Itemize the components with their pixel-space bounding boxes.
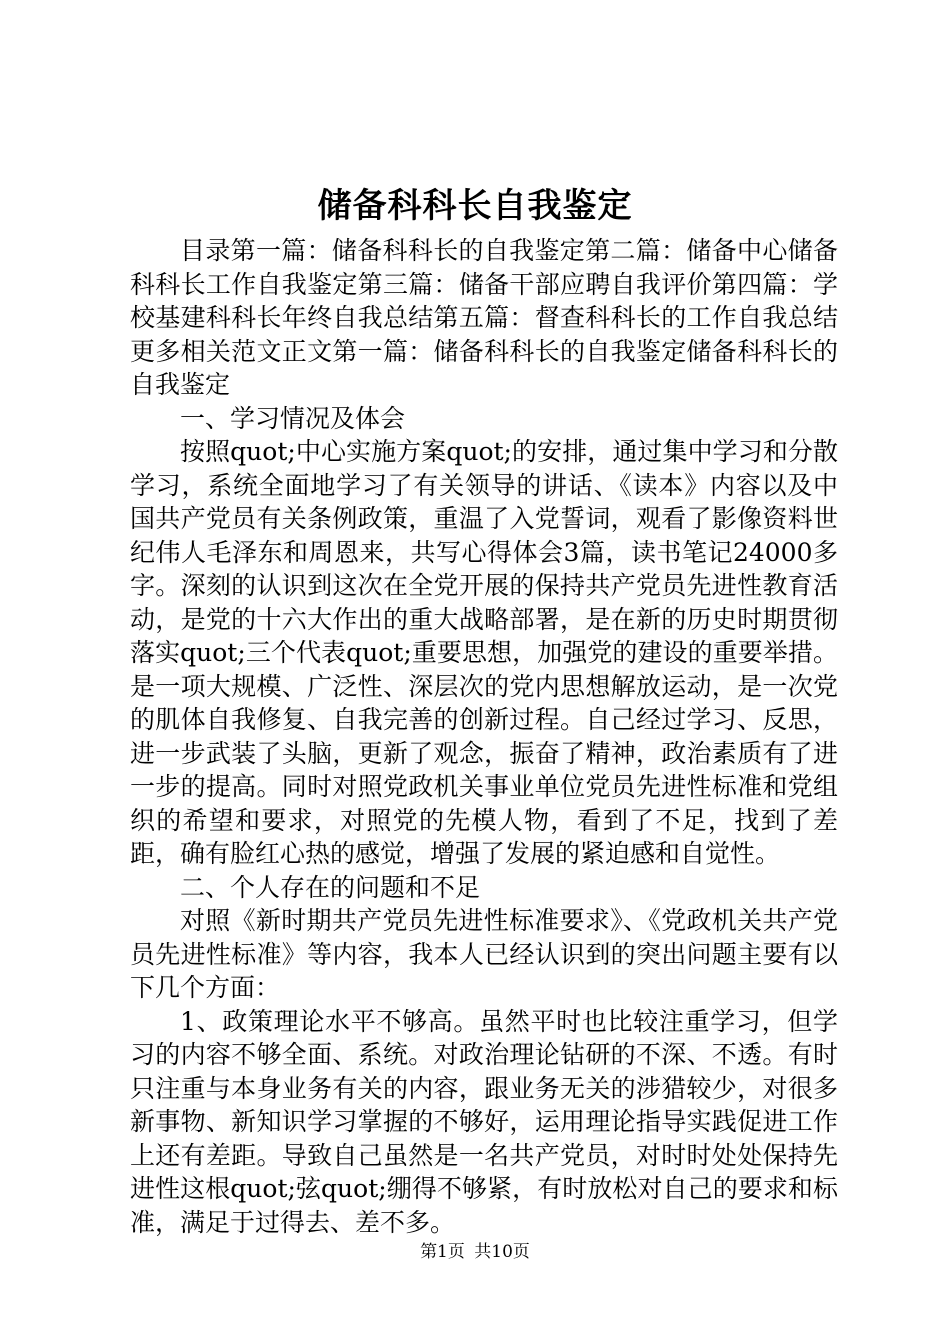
document-body	[130, 234, 838, 1239]
document-title: 储备科科长自我鉴定	[317, 186, 633, 226]
page-footer	[0, 1240, 950, 1264]
paragraph-problem-1: 1、政策理论水平不够高。虽然平时也比较注重学习，但学习的内容不够全面、系统。对政治理论钻研的不深、不透。有时只注重与本身业务有关的内容，跟业务无关的涉猎较少，对很多新事物、新知识学习掌握的不够好，运用理论指导实践促进工作上还有差距。导致自己虽然是一名共产党员，对时时处处保持先进性这根quot;弦quot;绷得不够紧，有时放松对自己的要求和标准，满足于过得去、差不多。	[130, 1006, 838, 1237]
page-total: 共10页	[474, 1242, 530, 1262]
paragraph-table-of-contents: 目录第一篇：储备科科长的自我鉴定第二篇：储备中心储备科科长工作自我鉴定第三篇：储备干部应聘自我评价第四篇：学校基建科科长年终自我总结第五篇：督查科科长的工作自我总结更多相关范文正文第一篇：储备科科长的自我鉴定储备科科长的自我鉴定	[130, 236, 838, 399]
section-heading-study: 一、学习情况及体会	[180, 403, 406, 433]
section-heading-problems: 二、个人存在的问题和不足	[180, 872, 481, 902]
paragraph-study-details: 按照quot;中心实施方案quot;的安排，通过集中学习和分散学习，系统全面地学习了有关领导的讲话、《读本》内容以及中国共产党员有关条例政策，重温了入党誓词，观看了影像资料世纪伟人毛泽东和周恩来，共写心得体会3篇，读书笔记24000多字。深刻的认识到这次在全党开展的保持共产党员先进性教育活动，是党的十六大作出的重大战略部署，是在新的历史时期贯彻落实quot;三个代表quot;重要思想，加强党的建设的重要举措。是一项大规模、广泛性、深层次的党内思想解放运动，是一次党的肌体自我修复、自我完善的创新过程。自己经过学习、反思，进一步武装了头脑，更新了观念，振奋了精神，政治素质有了进一步的提高。同时对照党政机关事业单位党员先进性标准和党组织的希望和要求，对照党的先模人物，看到了不足，找到了差距，确有脸红心热的感觉，增强了发展的紧迫感和自觉性。	[130, 437, 838, 868]
paragraph-problems-intro: 对照《新时期共产党员先进性标准要求》、《党政机关共产党员先进性标准》等内容，我本人已经认识到的突出问题主要有以下几个方面：	[130, 906, 838, 1002]
page-number: 第1页	[420, 1242, 465, 1262]
